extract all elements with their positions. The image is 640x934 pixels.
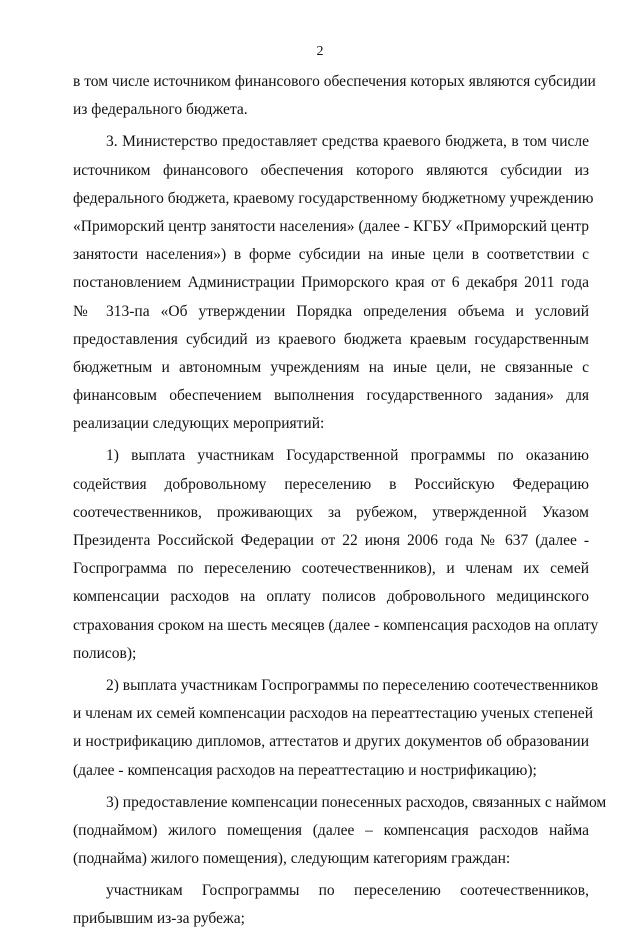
text-line: № 313-па «Об утверждении Порядка определения объема и условий — [73, 302, 589, 320]
text-line: 3) предоставление компенсации понесенных расходов, связанных с наймом — [106, 793, 607, 811]
text-line: (далее - компенсация расходов на переаттестацию и нострификацию); — [73, 761, 537, 779]
text-line: предоставления субсидий из краевого бюджета краевым государственным — [73, 330, 589, 348]
text-line: Госпрограмма по переселению соотечественников), и членам их семей — [73, 560, 589, 578]
text-line: и нострификацию дипломов, аттестатов и других документов об образовании — [73, 733, 589, 751]
page-number: 2 — [316, 44, 324, 59]
text-line: источником финансового обеспечения которого являются субсидии из — [73, 161, 589, 179]
text-line: постановлением Администрации Приморского края от 6 декабря 2011 года — [73, 274, 589, 292]
text-line: участникам Госпрограммы по переселению соотечественников, — [106, 882, 589, 900]
text-line: соотечественников, проживающих за рубежом, утвержденной Указом — [73, 503, 589, 521]
paragraph-item-3 — [73, 128, 594, 438]
text-line: из федерального бюджета. — [73, 101, 248, 119]
text-line: страхования сроком на шесть месяцев (далее - компенсация расходов на оплату — [73, 616, 599, 634]
document-body — [73, 68, 607, 934]
text-line: 2) выплата участникам Госпрограммы по переселению соотечественников — [106, 676, 599, 694]
text-line: содействия добровольному переселению в Российскую Федерацию — [73, 475, 589, 493]
text-line: компенсации расходов на оплату полисов добровольного медицинского — [73, 588, 589, 606]
text-line: федерального бюджета, краевому государственному бюджетному учреждению — [73, 189, 594, 207]
text-line: и членам их семей компенсации расходов на переаттестацию ученых степеней — [73, 705, 593, 723]
text-line: занятости населения») в форме субсидии на иные цели в соответствии с — [73, 246, 589, 264]
text-line: в том числе источником финансового обеспечения которых являются субсидии — [73, 73, 596, 90]
paragraph-continuation — [73, 68, 596, 124]
text-line: «Приморский центр занятости населения» (далее - КГБУ «Приморский центр — [73, 217, 589, 235]
paragraph-subitem-2 — [73, 672, 599, 785]
paragraph-category-list — [73, 877, 589, 933]
text-line: (поднайма) жилого помещения), следующим категориям граждан: — [73, 850, 511, 868]
text-line: прибывшим из-за рубежа; — [73, 910, 245, 928]
text-line: финансовым обеспечением выполнения государственного задания» для — [73, 387, 589, 405]
text-line: реализации следующих мероприятий: — [73, 415, 325, 433]
paragraph-subitem-3 — [73, 789, 607, 874]
text-line: Президента Российской Федерации от 22 июня 2006 года № 637 (далее - — [73, 532, 589, 549]
paragraph-subitem-1 — [73, 442, 599, 668]
text-line: (поднаймом) жилого помещения (далее – компенсация расходов найма — [73, 821, 589, 839]
text-line: 3. Министерство предоставляет средства краевого бюджета, в том числе — [106, 133, 589, 151]
text-line: бюджетным и автономным учреждениям на иные цели, не связанные с — [73, 358, 589, 376]
text-line: полисов); — [73, 644, 137, 662]
text-line: 1) выплата участникам Государственной программы по оказанию — [106, 447, 589, 465]
